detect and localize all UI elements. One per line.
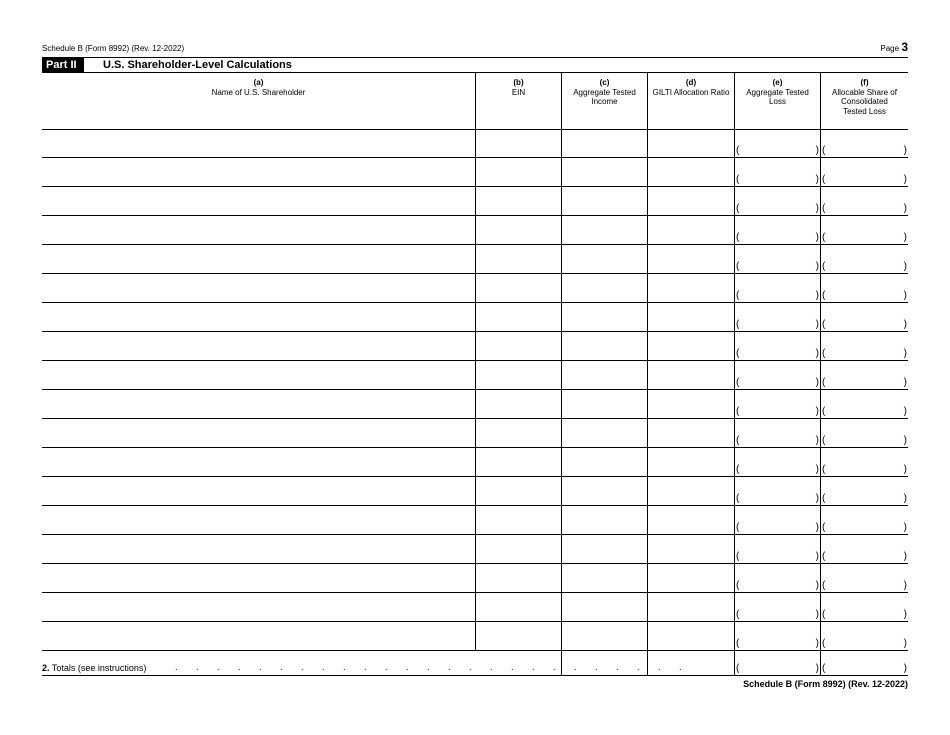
allocable-share-field[interactable] xyxy=(820,158,908,186)
open-paren: ( xyxy=(736,290,740,301)
table-row xyxy=(42,593,908,622)
open-paren: ( xyxy=(822,493,826,504)
close-paren: ) xyxy=(815,464,819,475)
allocable-share-field[interactable] xyxy=(820,564,908,592)
column-header-d xyxy=(647,72,734,129)
tested-income-field[interactable] xyxy=(561,419,647,447)
totals-tested-loss-field[interactable] xyxy=(734,647,820,675)
close-paren: ) xyxy=(903,638,907,649)
tested-loss-field[interactable] xyxy=(734,303,820,331)
shareholder-name-field[interactable] xyxy=(42,419,475,447)
tested-income-field[interactable] xyxy=(561,245,647,273)
close-paren: ) xyxy=(903,203,907,214)
tested-loss-field[interactable] xyxy=(734,390,820,418)
ein-field[interactable] xyxy=(475,274,561,302)
page-number xyxy=(880,40,908,54)
open-paren: ( xyxy=(736,522,740,533)
close-paren: ) xyxy=(903,174,907,185)
shareholder-name-field[interactable] xyxy=(42,477,475,505)
tested-income-field[interactable] xyxy=(561,303,647,331)
column-label: Allocable Share of Consolidated Tested Loss xyxy=(832,87,897,116)
allocation-ratio-field[interactable] xyxy=(647,245,734,273)
close-paren: ) xyxy=(903,663,907,674)
column-label: GILTI Allocation Ratio xyxy=(652,87,730,97)
ein-field[interactable] xyxy=(475,506,561,534)
part-badge: Part II xyxy=(42,58,84,72)
allocable-share-field[interactable] xyxy=(820,187,908,215)
tested-loss-field[interactable] xyxy=(734,419,820,447)
open-paren: ( xyxy=(736,406,740,417)
close-paren: ) xyxy=(903,261,907,272)
tested-income-field[interactable] xyxy=(561,622,647,650)
tested-income-field[interactable] xyxy=(561,158,647,186)
close-paren: ) xyxy=(903,145,907,156)
table-row xyxy=(42,303,908,332)
close-paren: ) xyxy=(815,638,819,649)
column-label: Name of U.S. Shareholder xyxy=(211,87,306,97)
column-letter: (e) xyxy=(772,78,783,87)
ein-field[interactable] xyxy=(475,158,561,186)
ein-field[interactable] xyxy=(475,419,561,447)
open-paren: ( xyxy=(822,377,826,388)
tested-loss-field[interactable] xyxy=(734,564,820,592)
allocable-share-field[interactable] xyxy=(820,419,908,447)
shareholder-name-field[interactable] xyxy=(42,245,475,273)
allocation-ratio-field[interactable] xyxy=(647,564,734,592)
open-paren: ( xyxy=(822,522,826,533)
open-paren: ( xyxy=(822,348,826,359)
open-paren: ( xyxy=(822,261,826,272)
close-paren: ) xyxy=(903,435,907,446)
close-paren: ) xyxy=(903,609,907,620)
open-paren: ( xyxy=(822,435,826,446)
table-row xyxy=(42,448,908,477)
allocation-ratio-field[interactable] xyxy=(647,448,734,476)
tested-loss-field[interactable] xyxy=(734,332,820,360)
tested-income-field[interactable] xyxy=(561,187,647,215)
tested-loss-field[interactable] xyxy=(734,535,820,563)
close-paren: ) xyxy=(903,232,907,243)
table-row xyxy=(42,535,908,564)
table-row xyxy=(42,245,908,274)
tested-loss-field[interactable] xyxy=(734,129,820,157)
allocable-share-field[interactable] xyxy=(820,622,908,650)
allocable-share-field[interactable] xyxy=(820,448,908,476)
column-label: EIN xyxy=(511,87,526,97)
tested-income-field[interactable] xyxy=(561,593,647,621)
open-paren: ( xyxy=(822,406,826,417)
allocation-ratio-field[interactable] xyxy=(647,129,734,157)
shareholder-name-field[interactable] xyxy=(42,390,475,418)
shareholder-name-field[interactable] xyxy=(42,361,475,389)
open-paren: ( xyxy=(736,580,740,591)
ein-field[interactable] xyxy=(475,448,561,476)
tested-income-field[interactable] xyxy=(561,448,647,476)
allocation-ratio-field[interactable] xyxy=(647,419,734,447)
totals-row xyxy=(42,647,908,676)
shareholder-name-field[interactable] xyxy=(42,332,475,360)
totals-text: Totals (see instructions) xyxy=(51,663,147,673)
column-letter: (d) xyxy=(685,78,697,87)
tested-income-field[interactable] xyxy=(561,477,647,505)
close-paren: ) xyxy=(815,261,819,272)
table-row xyxy=(42,187,908,216)
allocable-share-field[interactable] xyxy=(820,593,908,621)
tested-loss-field[interactable] xyxy=(734,593,820,621)
open-paren: ( xyxy=(822,232,826,243)
allocation-ratio-field[interactable] xyxy=(647,274,734,302)
shareholder-name-field[interactable] xyxy=(42,564,475,592)
tested-income-field[interactable] xyxy=(561,361,647,389)
totals-allocable-share-field[interactable] xyxy=(820,647,908,675)
totals-line-number: 2. xyxy=(42,663,50,673)
shareholder-name-field[interactable] xyxy=(42,303,475,331)
tested-loss-field[interactable] xyxy=(734,506,820,534)
open-paren: ( xyxy=(736,377,740,388)
shareholder-name-field[interactable] xyxy=(42,129,475,157)
close-paren: ) xyxy=(815,348,819,359)
table-row xyxy=(42,564,908,593)
open-paren: ( xyxy=(736,493,740,504)
close-paren: ) xyxy=(815,551,819,562)
table-row xyxy=(42,419,908,448)
close-paren: ) xyxy=(815,290,819,301)
allocable-share-field[interactable] xyxy=(820,245,908,273)
tested-loss-field[interactable] xyxy=(734,187,820,215)
close-paren: ) xyxy=(815,203,819,214)
close-paren: ) xyxy=(903,406,907,417)
allocation-ratio-field[interactable] xyxy=(647,622,734,650)
allocable-share-field[interactable] xyxy=(820,390,908,418)
table-row xyxy=(42,506,908,535)
shareholder-name-field[interactable] xyxy=(42,158,475,186)
open-paren: ( xyxy=(822,145,826,156)
totals-tested-income-field[interactable] xyxy=(561,647,647,675)
close-paren: ) xyxy=(815,663,819,674)
open-paren: ( xyxy=(736,174,740,185)
close-paren: ) xyxy=(815,493,819,504)
allocable-share-field[interactable] xyxy=(820,361,908,389)
form-page xyxy=(42,0,908,735)
dot-leader: . . . . . . . . . . . . . . . . . . . . . . . . . xyxy=(175,662,690,672)
close-paren: ) xyxy=(815,522,819,533)
tested-loss-field[interactable] xyxy=(734,274,820,302)
table-row xyxy=(42,477,908,506)
ein-field[interactable] xyxy=(475,361,561,389)
shareholder-name-field[interactable] xyxy=(42,593,475,621)
allocation-ratio-field[interactable] xyxy=(647,477,734,505)
close-paren: ) xyxy=(815,580,819,591)
part-heading xyxy=(42,57,908,73)
close-paren: ) xyxy=(903,290,907,301)
close-paren: ) xyxy=(815,377,819,388)
shareholder-name-field[interactable] xyxy=(42,216,475,244)
allocation-ratio-field[interactable] xyxy=(647,187,734,215)
allocable-share-field[interactable] xyxy=(820,477,908,505)
close-paren: ) xyxy=(903,319,907,330)
open-paren: ( xyxy=(736,638,740,649)
allocation-ratio-field[interactable] xyxy=(647,361,734,389)
tested-income-field[interactable] xyxy=(561,535,647,563)
table-row xyxy=(42,390,908,419)
page-number-value: 3 xyxy=(901,40,908,54)
allocable-share-field[interactable] xyxy=(820,216,908,244)
ein-field[interactable] xyxy=(475,303,561,331)
ein-field[interactable] xyxy=(475,564,561,592)
column-header-row xyxy=(42,72,908,130)
allocation-ratio-field[interactable] xyxy=(647,158,734,186)
allocation-ratio-field[interactable] xyxy=(647,303,734,331)
column-letter: (b) xyxy=(513,78,524,87)
allocable-share-field[interactable] xyxy=(820,332,908,360)
open-paren: ( xyxy=(736,145,740,156)
open-paren: ( xyxy=(822,203,826,214)
tested-loss-field[interactable] xyxy=(734,158,820,186)
close-paren: ) xyxy=(903,493,907,504)
table-row xyxy=(42,361,908,390)
form-identifier: Schedule B (Form 8992) (Rev. 12-2022) xyxy=(42,44,185,53)
allocation-ratio-field[interactable] xyxy=(647,332,734,360)
ein-field[interactable] xyxy=(475,216,561,244)
open-paren: ( xyxy=(736,435,740,446)
ein-field[interactable] xyxy=(475,535,561,563)
column-header-a xyxy=(42,72,475,129)
open-paren: ( xyxy=(822,609,826,620)
tested-income-field[interactable] xyxy=(561,390,647,418)
open-paren: ( xyxy=(736,464,740,475)
allocable-share-field[interactable] xyxy=(820,129,908,157)
shareholder-rows xyxy=(42,129,908,651)
allocation-ratio-field[interactable] xyxy=(647,593,734,621)
open-paren: ( xyxy=(822,290,826,301)
footer-form-identifier: Schedule B (Form 8992) (Rev. 12-2022) xyxy=(743,679,908,689)
ein-field[interactable] xyxy=(475,332,561,360)
close-paren: ) xyxy=(815,174,819,185)
tested-income-field[interactable] xyxy=(561,216,647,244)
column-header-b xyxy=(475,72,561,129)
close-paren: ) xyxy=(903,377,907,388)
open-paren: ( xyxy=(736,261,740,272)
tested-loss-field[interactable] xyxy=(734,216,820,244)
close-paren: ) xyxy=(815,319,819,330)
open-paren: ( xyxy=(736,551,740,562)
open-paren: ( xyxy=(822,464,826,475)
close-paren: ) xyxy=(815,435,819,446)
shareholder-name-field[interactable] xyxy=(42,448,475,476)
ein-field[interactable] xyxy=(475,390,561,418)
ein-field[interactable] xyxy=(475,622,561,650)
ein-field[interactable] xyxy=(475,245,561,273)
allocation-ratio-field[interactable] xyxy=(647,390,734,418)
tested-loss-field[interactable] xyxy=(734,245,820,273)
shareholder-name-field[interactable] xyxy=(42,187,475,215)
close-paren: ) xyxy=(903,464,907,475)
close-paren: ) xyxy=(815,609,819,620)
open-paren: ( xyxy=(736,319,740,330)
close-paren: ) xyxy=(815,145,819,156)
page-label: Page xyxy=(880,44,900,53)
table-row xyxy=(42,216,908,245)
totals-label xyxy=(42,663,146,673)
open-paren: ( xyxy=(822,638,826,649)
allocable-share-field[interactable] xyxy=(820,506,908,534)
tested-income-field[interactable] xyxy=(561,129,647,157)
table-row xyxy=(42,158,908,187)
shareholder-name-field[interactable] xyxy=(42,274,475,302)
open-paren: ( xyxy=(822,319,826,330)
close-paren: ) xyxy=(903,580,907,591)
close-paren: ) xyxy=(815,406,819,417)
open-paren: ( xyxy=(822,580,826,591)
close-paren: ) xyxy=(903,348,907,359)
table-row xyxy=(42,274,908,303)
table-row xyxy=(42,332,908,361)
open-paren: ( xyxy=(822,663,826,674)
column-letter: (f) xyxy=(860,78,869,87)
column-letter: (a) xyxy=(253,78,264,87)
tested-income-field[interactable] xyxy=(561,564,647,592)
column-label: Aggregate Tested Loss xyxy=(746,87,809,106)
ein-field[interactable] xyxy=(475,477,561,505)
allocation-ratio-field[interactable] xyxy=(647,216,734,244)
open-paren: ( xyxy=(736,663,740,674)
open-paren: ( xyxy=(822,551,826,562)
column-header-e xyxy=(734,72,820,129)
open-paren: ( xyxy=(736,609,740,620)
allocable-share-field[interactable] xyxy=(820,274,908,302)
ein-field[interactable] xyxy=(475,187,561,215)
allocation-ratio-field[interactable] xyxy=(647,506,734,534)
ein-field[interactable] xyxy=(475,593,561,621)
totals-allocation-ratio-field[interactable] xyxy=(647,647,734,675)
table-row xyxy=(42,129,908,158)
top-header xyxy=(42,40,908,57)
tested-income-field[interactable] xyxy=(561,332,647,360)
ein-field[interactable] xyxy=(475,129,561,157)
column-label: Aggregate Tested Income xyxy=(573,87,636,106)
open-paren: ( xyxy=(736,232,740,243)
allocable-share-field[interactable] xyxy=(820,303,908,331)
close-paren: ) xyxy=(903,551,907,562)
close-paren: ) xyxy=(815,232,819,243)
allocable-share-field[interactable] xyxy=(820,535,908,563)
tested-loss-field[interactable] xyxy=(734,477,820,505)
part-title: U.S. Shareholder-Level Calculations xyxy=(103,59,292,71)
tested-loss-field[interactable] xyxy=(734,448,820,476)
tested-loss-field[interactable] xyxy=(734,361,820,389)
open-paren: ( xyxy=(736,348,740,359)
column-letter: (c) xyxy=(599,78,610,87)
shareholder-name-field[interactable] xyxy=(42,535,475,563)
column-header-f xyxy=(820,72,908,129)
column-header-c xyxy=(561,72,647,129)
close-paren: ) xyxy=(903,522,907,533)
tested-income-field[interactable] xyxy=(561,506,647,534)
allocation-ratio-field[interactable] xyxy=(647,535,734,563)
open-paren: ( xyxy=(822,174,826,185)
tested-loss-field[interactable] xyxy=(734,622,820,650)
shareholder-name-field[interactable] xyxy=(42,622,475,650)
tested-income-field[interactable] xyxy=(561,274,647,302)
shareholder-name-field[interactable] xyxy=(42,506,475,534)
open-paren: ( xyxy=(736,203,740,214)
